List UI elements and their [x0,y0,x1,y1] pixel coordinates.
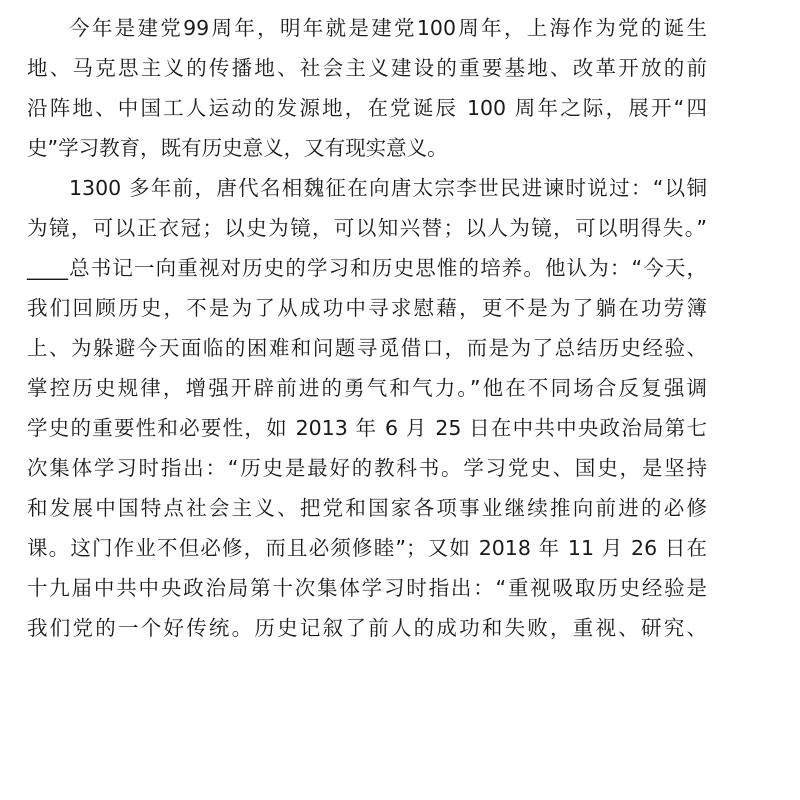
text-line: 课。这门作业不但必修，而且必须修睦”；又如 2018 年 11 月 26 日在 [27,536,707,560]
text-line: 史”学习教育，既有历史意义，又有现实意义。 [27,136,448,160]
text-line: 和发展中国特点社会主义、把党和国家各项事业继续推向前进的必修 [27,496,707,520]
text-line: 我们回顾历史，不是为了从成功中寻求慰藉，更不是为了躺在功劳簿 [27,296,707,320]
text-line: 上、为躲避今天面临的困难和问题寻觅借口，而是为了总结历史经验、 [27,336,707,360]
text-line: ____总书记一向重视对历史的学习和历史思惟的培养。他认为：“今天， [27,256,707,280]
text-line: 地、马克思主义的传播地、社会主义建设的重要基地、改革开放的前 [27,56,707,80]
text-line: 1300 多年前，唐代名相魏征在向唐太宗李世民进谏时说过：“以铜 [69,176,707,200]
text-line: 次集体学习时指出：“历史是最好的教科书。学习党史、国史，是坚持 [27,456,707,480]
text-line: 掌控历史规律，增强开辟前进的勇气和气力。”他在不同场合反复强调 [27,376,707,400]
text-line: 沿阵地、中国工人运动的发源地，在党诞辰 100 周年之际，展开“四 [27,96,707,120]
text-line: 十九届中共中央政治局第十次集体学习时指出：“重视吸取历史经验是 [27,576,707,600]
text-line: 今年是建党99周年，明年就是建党100周年，上海作为党的诞生 [69,16,707,40]
text-line: 学史的重要性和必要性，如 2013 年 6 月 25 日在中共中央政治局第七 [27,416,707,440]
text-line: 我们党的一个好传统。历史记叙了前人的成功和失败，重视、研究、 [27,616,707,640]
text-line: 为镜，可以正衣冠；以史为镜，可以知兴替；以人为镜，可以明得失。” [27,216,707,240]
